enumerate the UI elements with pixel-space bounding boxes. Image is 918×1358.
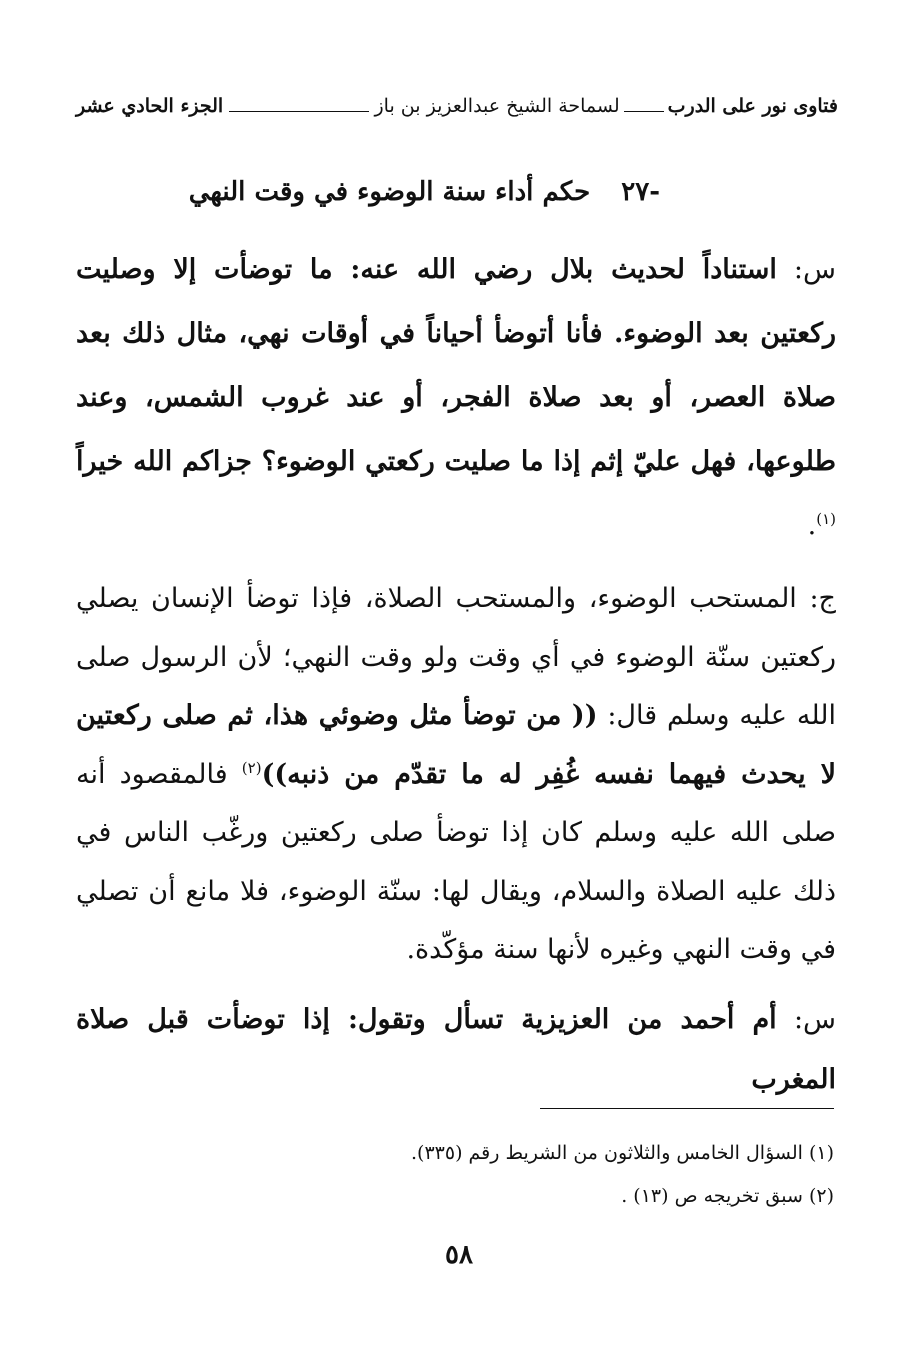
question-1-text: استناداً لحديث بلال رضي الله عنه: ما توضأت إلا وصليت ركعتين بعد الوضوء. فأنا أتوضأ أحياناً في أوقات نهي، مثال ذلك بعد صلاة العصر، أو بعد صلاة الفجر، أو عند غروب الشمس، وعند طلوعها، فهل عليّ إثم إذا ما صليت ركعتي الوضوء؟ جزاكم الله خيراً (76, 254, 836, 477)
chapter-heading (189, 172, 660, 212)
page-number: ٥٨ (445, 1240, 473, 1270)
chapter-title: حكم أداء سنة الوضوء في وقت النهي (188, 177, 591, 207)
footnote-1: (١) السؤال الخامس والثلاثون من الشريط رقم (٣٣٥). (411, 1142, 834, 1164)
footnote-separator (540, 1108, 834, 1109)
header-dash (624, 111, 664, 112)
answer-1-hadith: (( من توضأ مثل وضوئي هذا، ثم صلى ركعتين لا يحدث فيهما نفسه غُفِر له ما تقدّم من ذنبه)) (76, 700, 836, 790)
question-2 (76, 990, 836, 1110)
header-author: لسماحة الشيخ عبدالعزيز بن باز (374, 95, 620, 117)
question-2-text: أم أحمد من العزيزية تسأل وتقول: إذا توضأت قبل صلاة المغرب (76, 1003, 836, 1095)
question-1-end: . (807, 510, 817, 541)
question-2-marker: س: (793, 1003, 836, 1035)
chapter-number: -٢٧ (621, 177, 660, 207)
header-volume: الجزء الحادي عشر (76, 95, 224, 117)
footnote-ref-1: (١) (816, 510, 836, 528)
body-text (76, 238, 836, 1110)
answer-1-rest: فالمقصود أنه صلى الله عليه وسلم كان إذا توضأ صلى ركعتين ورغّب الناس في ذلك عليه الصلاة والسلام، ويقال لها: سنّة الوضوء، فلا مانع أن تصلي في وقت النهي وغيره لأنها سنة مؤكّدة. (76, 758, 836, 965)
header-rule (229, 111, 368, 112)
footnote-ref-2: (٢) (241, 758, 262, 777)
answer-1-marker: ج: (809, 583, 836, 614)
header-book-title: فتاوى نور على الدرب (667, 95, 838, 117)
answer-1 (76, 570, 836, 980)
footnote-2: (٢) سبق تخريجه ص (١٣) . (621, 1185, 834, 1207)
running-header (76, 88, 838, 118)
answer-1-intro: المستحب الوضوء، والمستحب الصلاة، فإذا توضأ الإنسان يصلي ركعتين سنّة الوضوء في أي وقت ولو وقت النهي؛ لأن الرسول صلى الله عليه وسلم قال: (76, 583, 836, 731)
footnotes (134, 1132, 834, 1218)
question-1-marker: س: (793, 254, 836, 285)
question-1 (76, 238, 836, 558)
